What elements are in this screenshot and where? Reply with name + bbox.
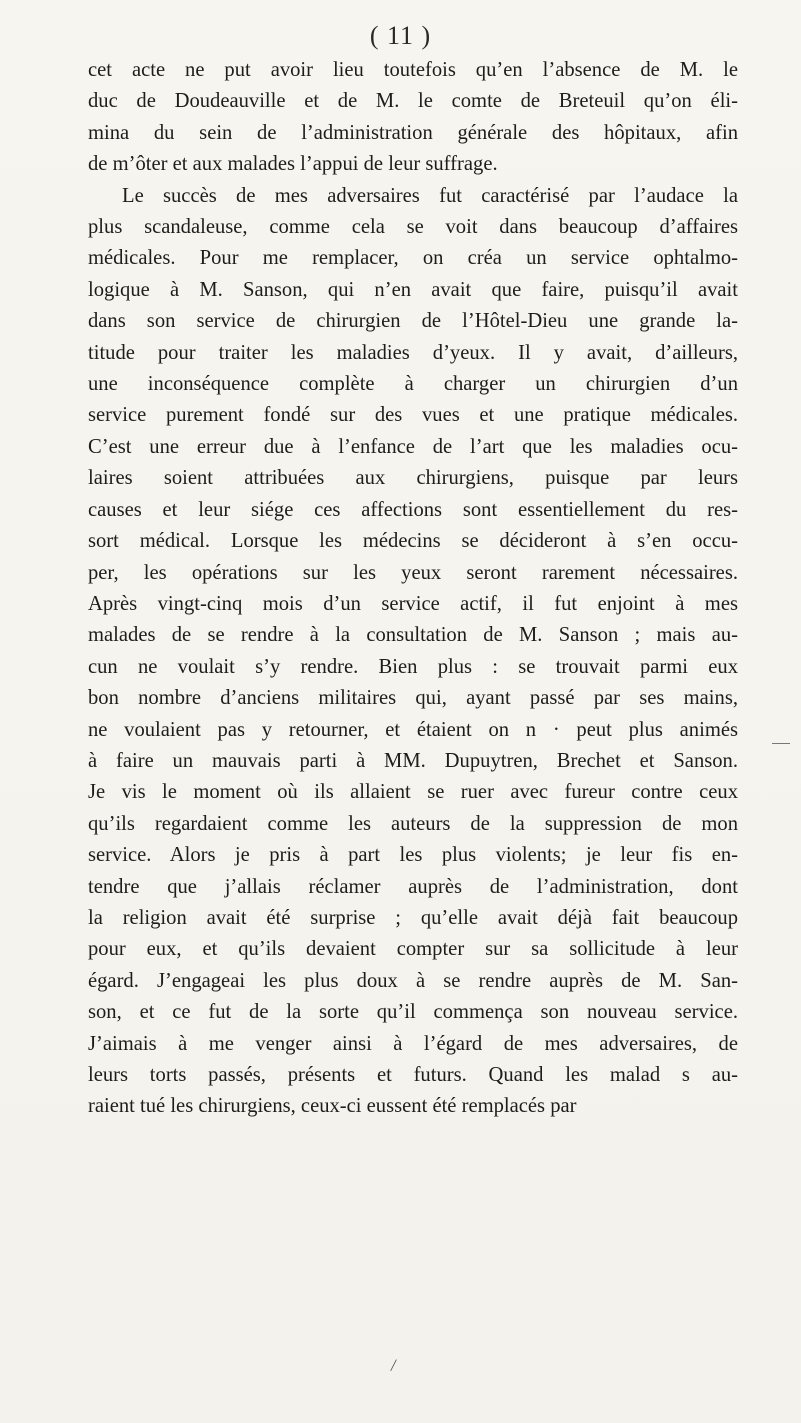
text-line: duc de Doudeauville et de M. le comte de Breteuil qu’on éli-	[88, 90, 738, 113]
text-line: causes et leur siége ces affections sont essentiellement du res-	[88, 498, 738, 521]
text-line: service. Alors je pris à part les plus violents; je leur fis en-	[88, 844, 738, 867]
text-line: dans son service de chirurgien de l’Hôtel-Dieu une grande la-	[88, 310, 738, 333]
text-line: titude pour traiter les maladies d’yeux. Il y avait, d’ailleurs,	[88, 341, 738, 364]
text-line: bon nombre d’anciens militaires qui, ayant passé par ses mains,	[88, 687, 738, 710]
text-line: C’est une erreur due à l’enfance de l’art que les maladies ocu-	[88, 435, 738, 458]
text-line: de m’ôter et aux malades l’appui de leur suffrage.	[88, 153, 498, 176]
text-line: médicales. Pour me remplacer, on créa un service ophtalmo-	[88, 247, 738, 270]
text-line: son, et ce fut de la sorte qu’il commença son nouveau service.	[88, 1001, 738, 1024]
page-number: ( 11 )	[369, 21, 432, 50]
text-line: Le succès de mes adversaires fut caractérisé par l’audace la	[122, 184, 738, 207]
text-line: égard. J’engageai les plus doux à se rendre auprès de M. San-	[88, 969, 738, 992]
text-line: logique à M. Sanson, qui n’en avait que faire, puisqu’il avait	[88, 278, 738, 301]
text-line: ne voulaient pas y retourner, et étaient on n · peut plus animés	[88, 718, 738, 741]
text-line: Je vis le moment où ils allaient se ruer avec fureur contre ceux	[88, 781, 738, 804]
text-line: la religion avait été surprise ; qu’elle avait déjà fait beaucoup	[88, 906, 738, 929]
text-line: per, les opérations sur les yeux seront rarement nécessaires.	[88, 561, 738, 584]
text-line: cet acte ne put avoir lieu toutefois qu’en l’absence de M. le	[88, 59, 738, 81]
text-line: mina du sein de l’administration générale des hôpitaux, afin	[88, 121, 738, 144]
margin-dash-mark	[772, 743, 790, 744]
body-text	[88, 55, 738, 1123]
text-line: Après vingt-cinq mois d’un service actif, il fut enjoint à mes	[88, 592, 738, 615]
text-line: malades de se rendre à la consultation de M. Sanson ; mais au-	[88, 624, 738, 647]
text-line: leurs torts passés, présents et futurs. Quand les malad s au-	[88, 1064, 738, 1086]
text-line: cun ne voulait s’y rendre. Bien plus : se trouvait parmi eux	[88, 655, 738, 678]
text-line: qu’ils regardaient comme les auteurs de la suppression de mon	[88, 812, 738, 835]
text-line: à faire un mauvais parti à MM. Dupuytren, Brechet et Sanson.	[88, 749, 738, 772]
margin-slash-mark: /	[389, 1354, 398, 1376]
text-line: plus scandaleuse, comme cela se voit dans beaucoup d’affaires	[88, 216, 738, 239]
text-line: J’aimais à me venger ainsi à l’égard de mes adversaires, de	[88, 1032, 738, 1055]
text-line: raient tué les chirurgiens, ceux-ci eussent été remplacés par	[88, 1095, 577, 1118]
text-line: laires soient attribuées aux chirurgiens, puisque par leurs	[88, 467, 738, 490]
text-line: une inconséquence complète à charger un chirurgien d’un	[88, 373, 738, 396]
text-line: pour eux, et qu’ils devaient compter sur sa sollicitude à leur	[88, 938, 738, 961]
text-line: tendre que j’allais réclamer auprès de l’administration, dont	[88, 875, 738, 898]
text-line: service purement fondé sur des vues et une pratique médicales.	[88, 404, 738, 427]
text-line: sort médical. Lorsque les médecins se décideront à s’en occu-	[88, 530, 738, 553]
